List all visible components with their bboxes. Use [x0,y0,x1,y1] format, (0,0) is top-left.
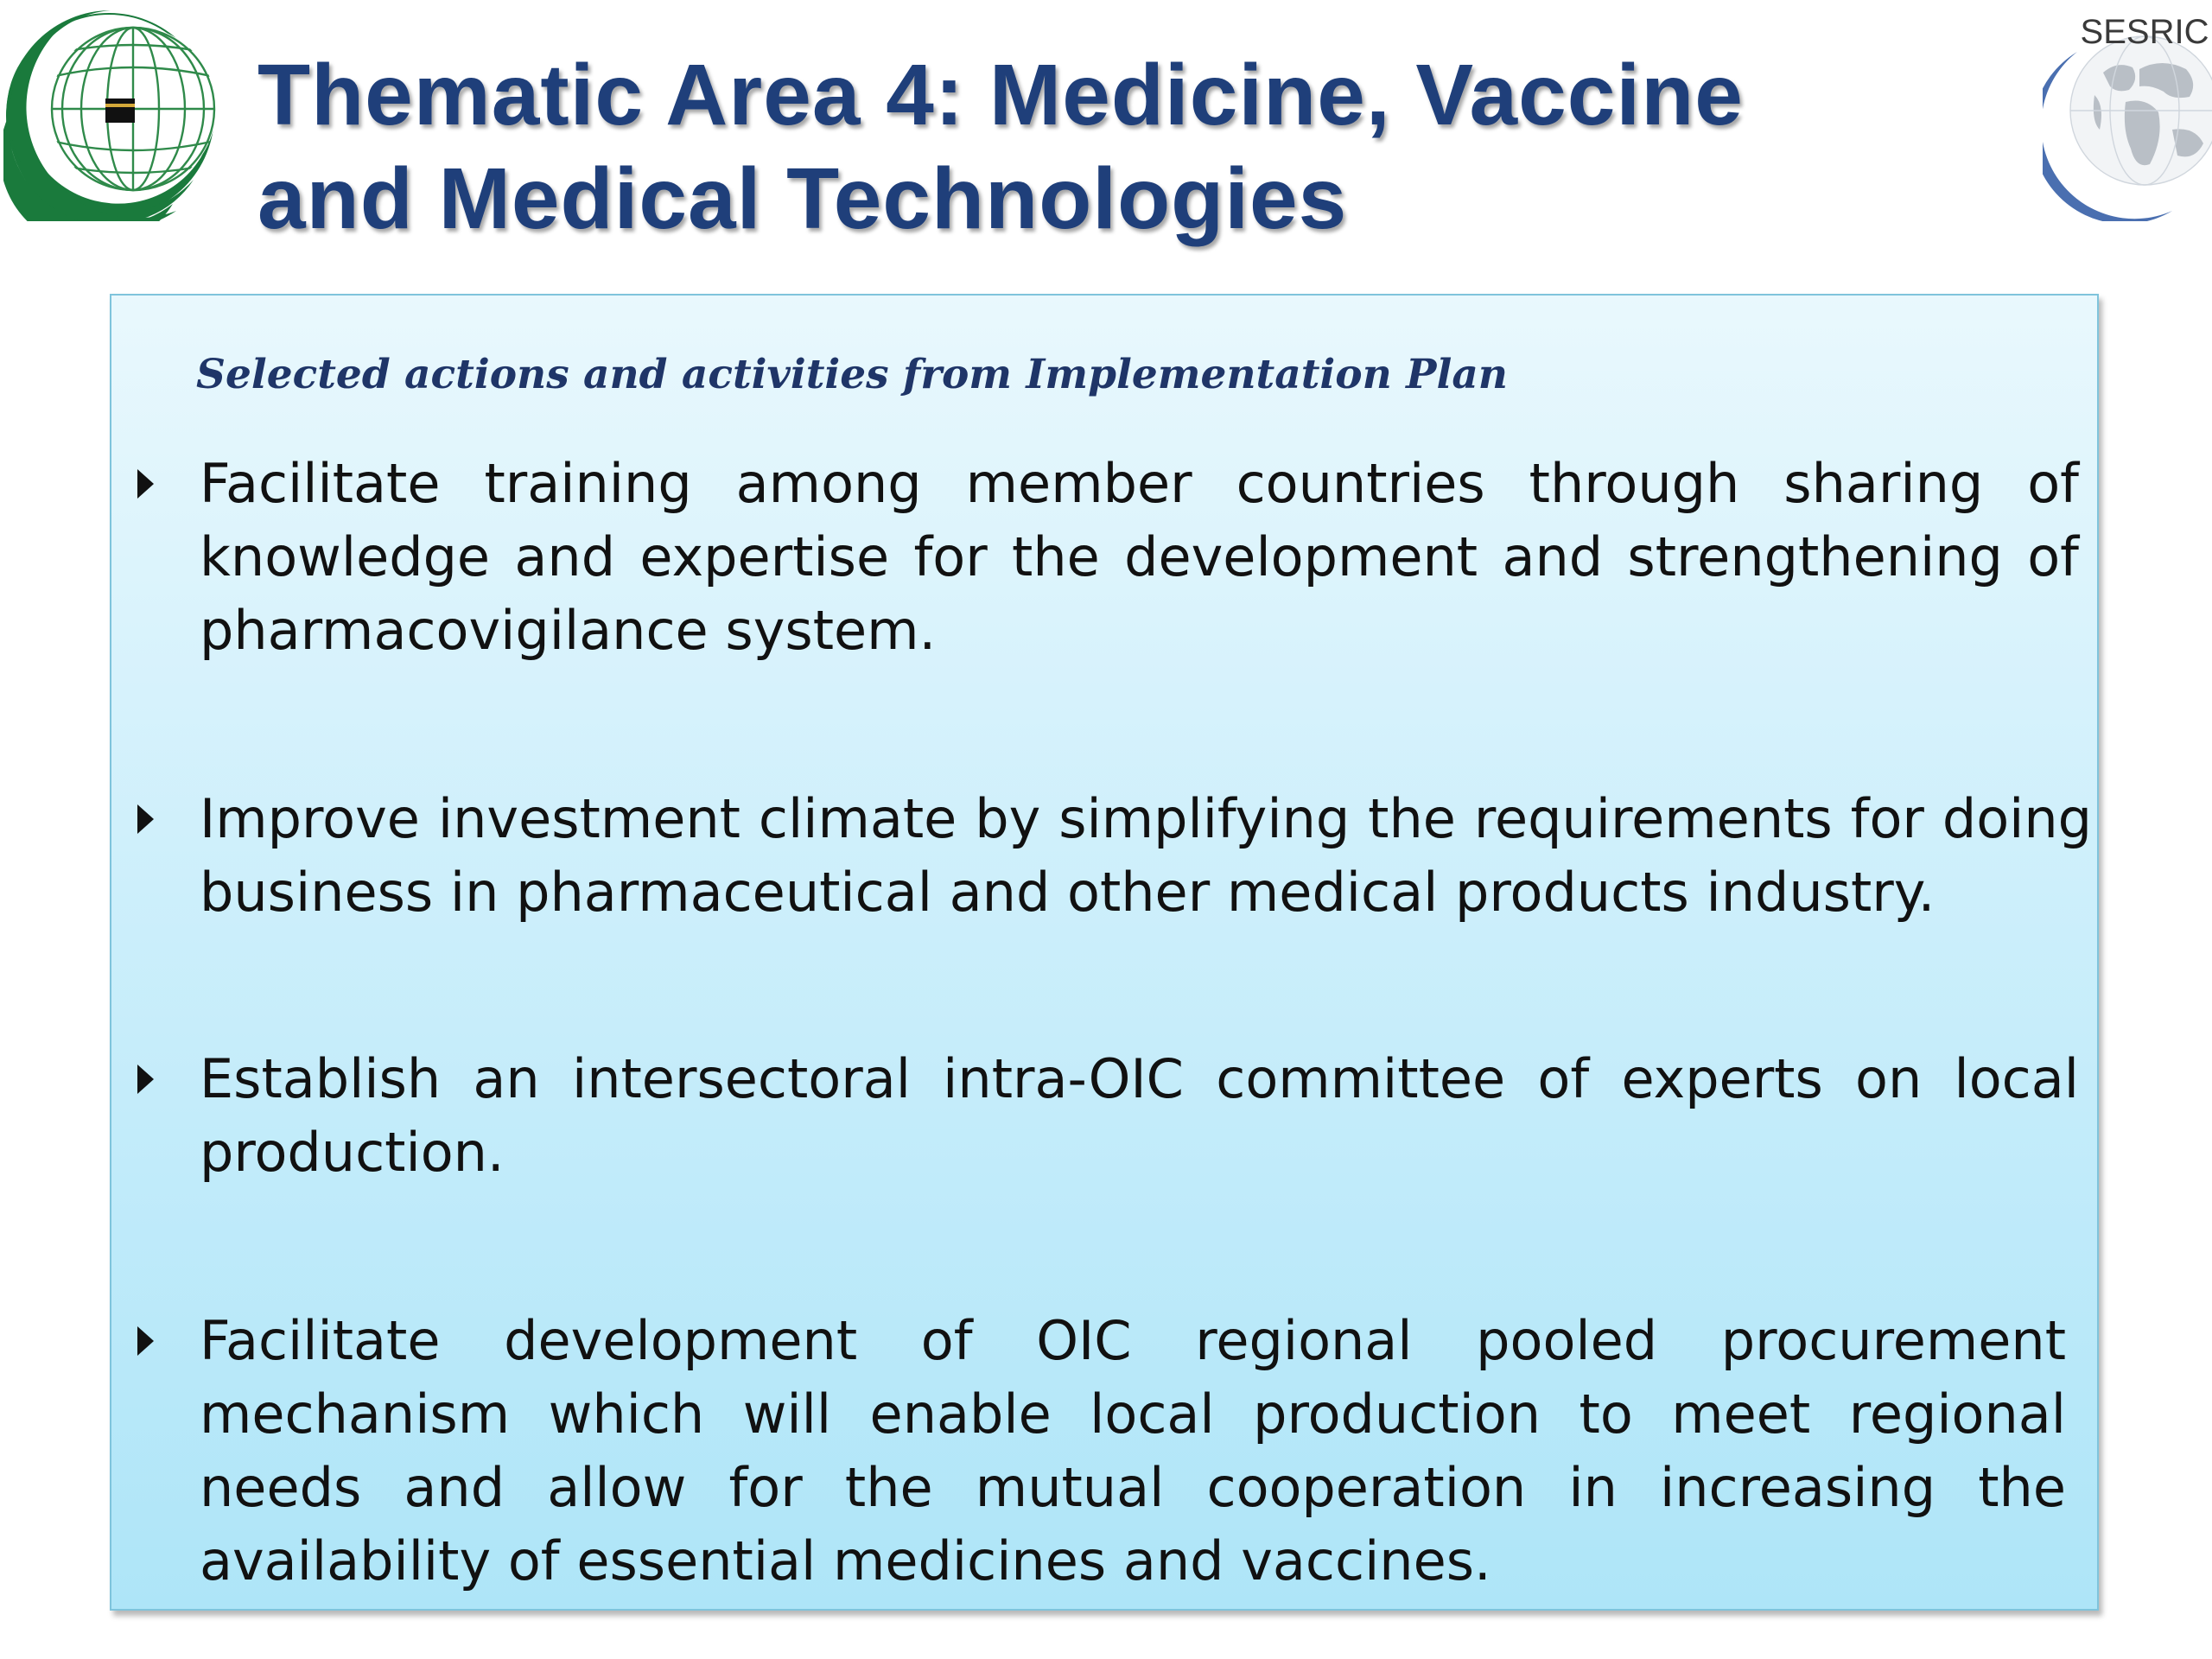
bullet-text: Establish an intersectoral intra-OIC committee of experts on local production. [200,1047,2079,1184]
triangle-bullet-icon [137,1065,154,1094]
triangle-bullet-icon [137,469,154,499]
oic-logo-icon [3,7,218,221]
triangle-bullet-icon [137,1326,154,1356]
bullet-text: Improve investment climate by simplifying the requirements for doing business in pharmaceutical and other medical products industry. [200,787,2092,924]
sesric-logo-icon [2043,0,2212,221]
bullet-text: Facilitate training among member countries through sharing of knowledge and expertise for the development and strengthening of pharmacovigilance system. [200,452,2079,662]
section-subtitle: Selected actions and activities from Implementation Plan [196,351,1508,398]
content-box [110,294,2099,1611]
sesric-logo-text: SESRIC [2080,13,2209,51]
triangle-bullet-icon [137,804,154,834]
bullet-text: Facilitate development of OIC regional pooled procurement mechanism which will enable local production to meet regional needs and allow for the mutual cooperation in increasing the availability of essential medicines and vaccines. [200,1309,2066,1592]
title-line-2: and Medical Technologies [257,150,1348,247]
title-line-1: Thematic Area 4: Medicine, Vaccine [257,47,1744,143]
page-title [257,43,1986,251]
